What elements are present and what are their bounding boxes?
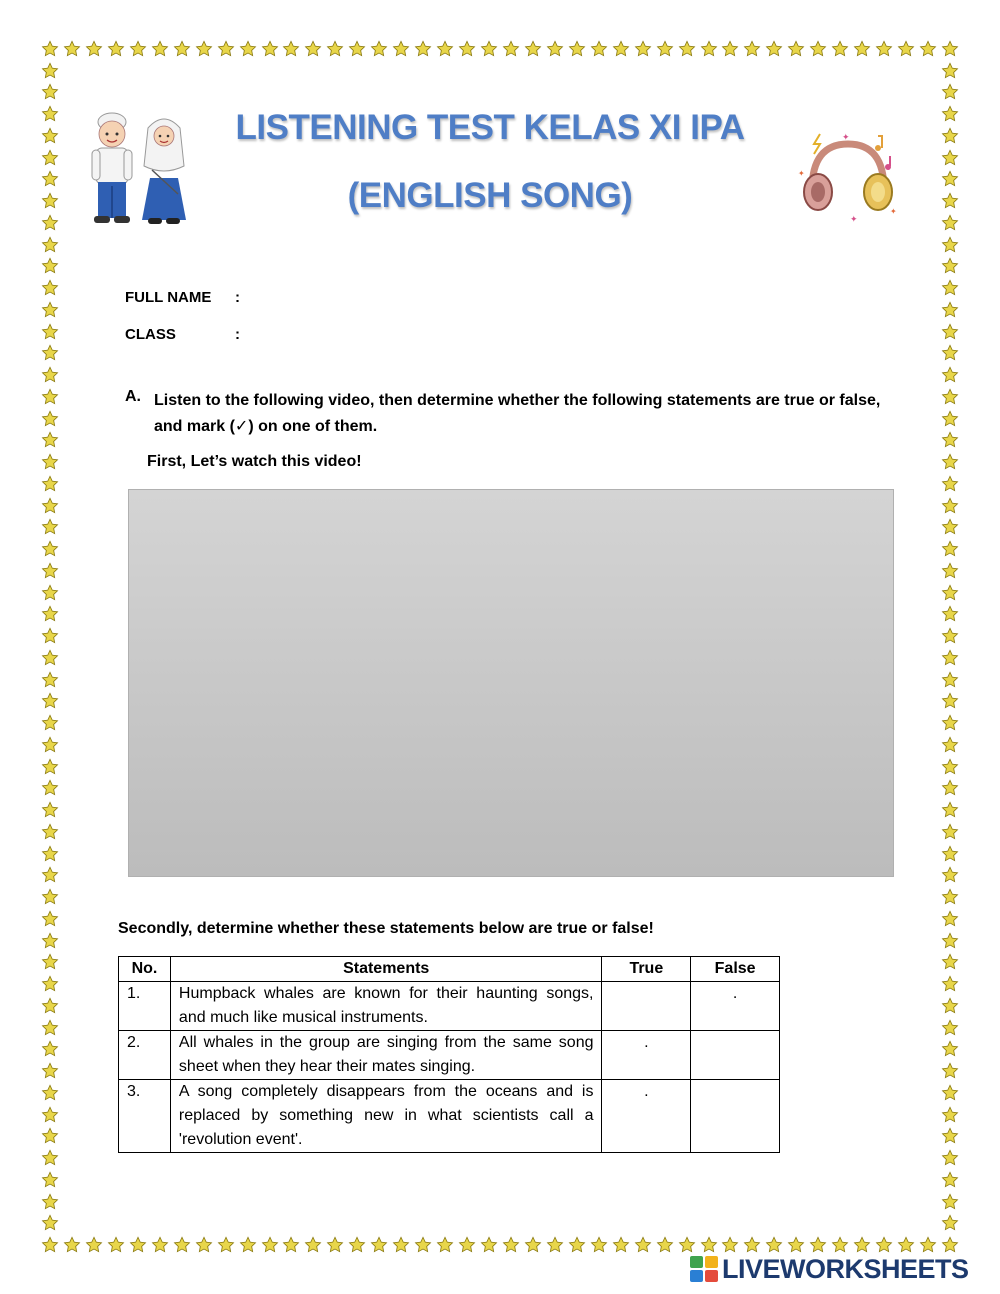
star-icon (370, 40, 388, 58)
column-header-no: No. (119, 957, 171, 982)
star-icon (41, 758, 59, 776)
star-icon (941, 562, 959, 580)
false-answer-cell[interactable] (691, 1080, 780, 1153)
video-prompt: First, Let’s watch this video! (147, 453, 362, 470)
star-icon (941, 888, 959, 906)
star-icon (41, 1171, 59, 1189)
star-icon (941, 279, 959, 297)
star-icon (41, 410, 59, 428)
star-icon (941, 518, 959, 536)
star-icon (787, 1236, 805, 1254)
svg-text:✦: ✦ (842, 132, 850, 142)
star-icon (480, 1236, 498, 1254)
star-icon (546, 1236, 564, 1254)
star-icon (392, 40, 410, 58)
column-header-statements: Statements (170, 957, 602, 982)
svg-text:✦: ✦ (850, 214, 858, 224)
star-icon (941, 975, 959, 993)
star-icon (41, 953, 59, 971)
star-icon (282, 1236, 300, 1254)
brand-name: LIVEWORKSHEETS (722, 1253, 969, 1284)
star-icon (853, 1236, 871, 1254)
star-icon (458, 1236, 476, 1254)
star-icon (919, 1236, 937, 1254)
star-icon (721, 1236, 739, 1254)
star-icon (41, 1214, 59, 1232)
star-icon (326, 1236, 344, 1254)
star-icon (217, 40, 235, 58)
star-icon (524, 1236, 542, 1254)
false-answer-cell[interactable]: . (691, 982, 780, 1031)
star-icon (41, 40, 59, 58)
star-icon (41, 910, 59, 928)
star-icon (63, 40, 81, 58)
star-icon (326, 40, 344, 58)
statements-table (118, 956, 780, 1153)
star-icon (941, 431, 959, 449)
star-icon (41, 692, 59, 710)
star-icon (941, 1040, 959, 1058)
star-icon (941, 475, 959, 493)
star-icon (941, 344, 959, 362)
star-icon (546, 40, 564, 58)
svg-text:✦: ✦ (890, 207, 897, 216)
star-icon (941, 1084, 959, 1102)
star-icon (41, 1084, 59, 1102)
star-icon (941, 1019, 959, 1037)
star-icon (941, 1106, 959, 1124)
star-icon (261, 40, 279, 58)
star-icon (41, 866, 59, 884)
star-icon (743, 40, 761, 58)
star-icon (41, 497, 59, 515)
star-icon (941, 932, 959, 950)
star-icon (480, 40, 498, 58)
star-icon (41, 627, 59, 645)
star-icon (678, 40, 696, 58)
star-icon (765, 1236, 783, 1254)
star-icon (941, 540, 959, 558)
star-icon (941, 758, 959, 776)
section-a-letter: A. (125, 388, 141, 405)
star-icon (941, 1171, 959, 1189)
students-illustration (78, 110, 198, 228)
video-player[interactable] (128, 489, 894, 877)
star-icon (941, 779, 959, 797)
table-row (119, 982, 780, 1031)
star-icon (195, 1236, 213, 1254)
star-icon (941, 62, 959, 80)
star-icon (941, 801, 959, 819)
star-icon (41, 344, 59, 362)
star-icon (41, 518, 59, 536)
star-icon (634, 1236, 652, 1254)
star-icon (41, 431, 59, 449)
star-icon (941, 214, 959, 232)
star-icon (239, 40, 257, 58)
class-label: CLASS (125, 326, 176, 343)
star-icon (436, 1236, 454, 1254)
star-icon (941, 605, 959, 623)
star-icon (919, 40, 937, 58)
star-icon (941, 910, 959, 928)
star-icon (239, 1236, 257, 1254)
star-icon (41, 127, 59, 145)
star-icon (41, 170, 59, 188)
star-icon (612, 1236, 630, 1254)
table-row (119, 1031, 780, 1080)
star-icon (568, 1236, 586, 1254)
section-a-instruction: Listen to the following video, then determine whether the following statements are true or false, and mark (✓) on one of them. (154, 392, 881, 435)
star-icon (41, 1040, 59, 1058)
full-name-label: FULL NAME (125, 289, 212, 306)
star-icon (41, 932, 59, 950)
star-icon (941, 105, 959, 123)
column-header-false: False (691, 957, 780, 982)
star-icon (941, 257, 959, 275)
column-header-true: True (602, 957, 691, 982)
star-icon (941, 301, 959, 319)
star-icon (41, 1127, 59, 1145)
star-icon (524, 40, 542, 58)
star-icon (41, 605, 59, 623)
star-icon (41, 105, 59, 123)
star-icon (656, 40, 674, 58)
true-answer-cell[interactable] (602, 982, 691, 1031)
full-name-colon: : (235, 289, 240, 306)
star-icon (304, 40, 322, 58)
star-icon (348, 40, 366, 58)
star-icon (590, 1236, 608, 1254)
star-icon (107, 1236, 125, 1254)
svg-text:✦: ✦ (798, 169, 805, 178)
star-icon (700, 1236, 718, 1254)
star-icon (941, 127, 959, 145)
star-icon (941, 953, 959, 971)
star-icon (151, 40, 169, 58)
table-header-row (119, 957, 780, 982)
star-icon (261, 1236, 279, 1254)
star-icon (678, 1236, 696, 1254)
star-icon (787, 40, 805, 58)
star-icon (941, 323, 959, 341)
star-icon (41, 845, 59, 863)
star-icon (941, 866, 959, 884)
class-colon: : (235, 326, 240, 343)
star-icon (458, 40, 476, 58)
star-icon (941, 1236, 959, 1254)
true-answer-cell[interactable]: . (602, 1031, 691, 1080)
star-icon (941, 1149, 959, 1167)
star-icon (612, 40, 630, 58)
star-icon (304, 1236, 322, 1254)
star-icon (941, 671, 959, 689)
star-icon (941, 584, 959, 602)
star-icon (63, 1236, 81, 1254)
row-number: 1. (119, 982, 171, 1031)
star-icon (41, 823, 59, 841)
star-icon (941, 83, 959, 101)
star-icon (941, 236, 959, 254)
star-icon (392, 1236, 410, 1254)
star-icon (941, 845, 959, 863)
star-icon (41, 214, 59, 232)
star-icon (875, 1236, 893, 1254)
star-icon (941, 410, 959, 428)
star-icon (853, 40, 871, 58)
star-icon (217, 1236, 235, 1254)
star-icon (941, 1214, 959, 1232)
star-icon (941, 497, 959, 515)
star-icon (348, 1236, 366, 1254)
star-icon (941, 192, 959, 210)
star-icon (941, 170, 959, 188)
star-icon (41, 779, 59, 797)
star-icon (282, 40, 300, 58)
star-icon (897, 40, 915, 58)
star-icon (721, 40, 739, 58)
star-icon (173, 40, 191, 58)
star-icon (41, 301, 59, 319)
star-icon (941, 40, 959, 58)
star-icon (195, 40, 213, 58)
star-icon (941, 1127, 959, 1145)
star-icon (41, 1062, 59, 1080)
star-icon (41, 736, 59, 754)
star-icon (941, 649, 959, 667)
star-icon (41, 1106, 59, 1124)
star-icon (41, 888, 59, 906)
star-icon (129, 1236, 147, 1254)
star-icon (765, 40, 783, 58)
row-number: 3. (119, 1080, 171, 1153)
headphones-icon (790, 130, 900, 226)
star-icon (897, 1236, 915, 1254)
row-statement: All whales in the group are singing from the same song sheet when they hear their mates singing. (170, 1031, 602, 1080)
star-icon (41, 83, 59, 101)
star-icon (875, 40, 893, 58)
star-icon (41, 192, 59, 210)
star-icon (370, 1236, 388, 1254)
star-icon (941, 714, 959, 732)
star-icon (941, 388, 959, 406)
page-subtitle: (ENGLISH SONG) (347, 176, 633, 215)
star-icon (41, 584, 59, 602)
star-icon (41, 562, 59, 580)
star-icon (41, 475, 59, 493)
row-number: 2. (119, 1031, 171, 1080)
star-icon (656, 1236, 674, 1254)
star-icon (107, 40, 125, 58)
star-icon (941, 1193, 959, 1211)
star-icon (809, 1236, 827, 1254)
star-icon (809, 40, 827, 58)
star-icon (831, 1236, 849, 1254)
star-icon (41, 279, 59, 297)
star-icon (41, 1019, 59, 1037)
star-icon (41, 801, 59, 819)
star-icon (436, 40, 454, 58)
star-icon (831, 40, 849, 58)
star-icon (85, 1236, 103, 1254)
liveworksheets-brand[interactable] (690, 1254, 969, 1284)
star-icon (41, 671, 59, 689)
star-icon (941, 453, 959, 471)
liveworksheets-logo-icon (690, 1256, 718, 1282)
star-icon (41, 540, 59, 558)
star-icon (743, 1236, 761, 1254)
statements-prompt: Secondly, determine whether these statements below are true or false! (118, 920, 654, 937)
star-icon (41, 388, 59, 406)
star-icon (502, 1236, 520, 1254)
star-icon (41, 1236, 59, 1254)
star-icon (941, 997, 959, 1015)
star-icon (414, 1236, 432, 1254)
star-icon (85, 40, 103, 58)
star-icon (41, 1149, 59, 1167)
star-icon (941, 692, 959, 710)
star-icon (41, 1193, 59, 1211)
star-icon (568, 40, 586, 58)
star-icon (941, 366, 959, 384)
row-statement: Humpback whales are known for their haunting songs, and much like musical instruments. (170, 982, 602, 1031)
star-icon (41, 453, 59, 471)
star-icon (941, 823, 959, 841)
true-answer-cell[interactable]: . (602, 1080, 691, 1153)
star-icon (41, 649, 59, 667)
star-icon (41, 257, 59, 275)
false-answer-cell[interactable] (691, 1031, 780, 1080)
star-icon (41, 714, 59, 732)
star-icon (700, 40, 718, 58)
star-icon (502, 40, 520, 58)
star-icon (941, 1062, 959, 1080)
star-icon (41, 366, 59, 384)
table-row (119, 1080, 780, 1153)
star-icon (41, 323, 59, 341)
star-icon (414, 40, 432, 58)
star-icon (941, 736, 959, 754)
star-icon (634, 40, 652, 58)
star-icon (151, 1236, 169, 1254)
row-statement: A song completely disappears from the oceans and is replaced by something new in what scientists call a 'revolution event'. (170, 1080, 602, 1153)
star-icon (41, 62, 59, 80)
star-icon (941, 149, 959, 167)
star-icon (590, 40, 608, 58)
star-icon (41, 236, 59, 254)
star-icon (41, 149, 59, 167)
page-title: LISTENING TEST KELAS XI IPA (235, 108, 745, 147)
star-icon (41, 975, 59, 993)
star-icon (41, 997, 59, 1015)
star-icon (129, 40, 147, 58)
star-icon (173, 1236, 191, 1254)
star-icon (941, 627, 959, 645)
